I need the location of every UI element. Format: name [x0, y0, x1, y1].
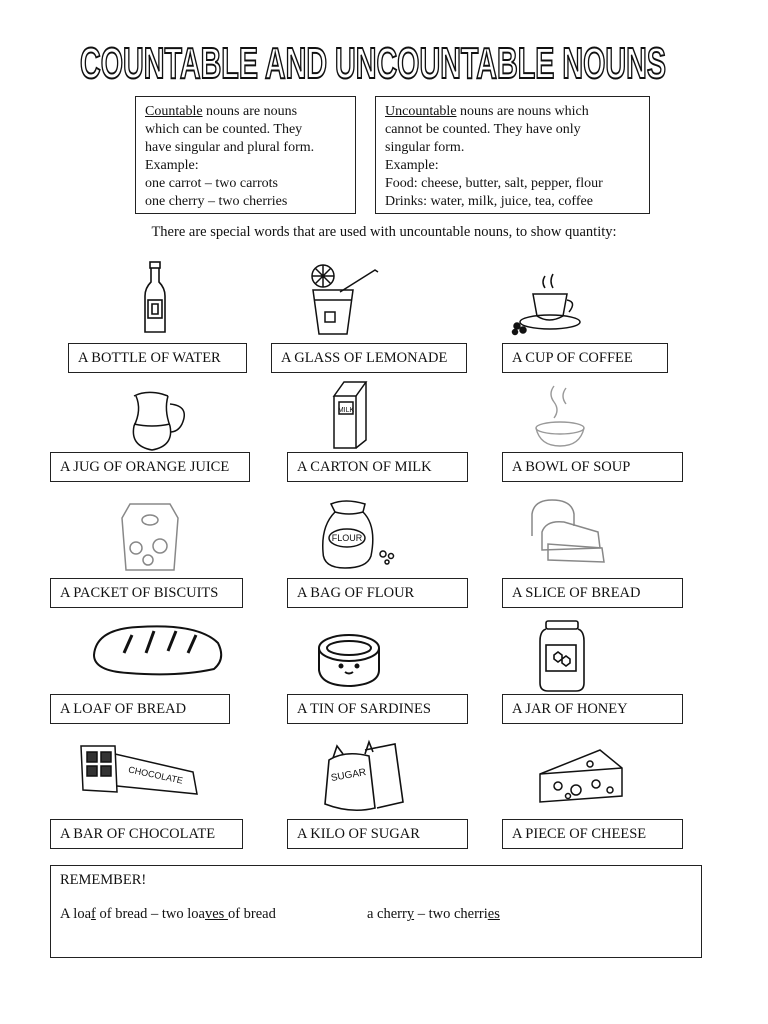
label-carton-of-milk: A CARTON OF MILK — [287, 452, 468, 482]
label-glass-of-lemonade: A GLASS OF LEMONADE — [271, 343, 467, 373]
chocolate-icon — [75, 740, 205, 800]
jug-icon — [112, 380, 212, 456]
carton-icon-text: MILK — [337, 407, 355, 414]
uncountable-line3: singular form. — [385, 140, 465, 155]
label-jug-of-orange-juice: A JUG OF ORANGE JUICE — [50, 452, 250, 482]
remember-title: REMEMBER! — [60, 872, 147, 888]
label-bar-of-chocolate: A BAR OF CHOCOLATE — [50, 819, 243, 849]
uncountable-line2: cannot be counted. They have only — [385, 122, 581, 137]
jar-icon — [522, 617, 622, 693]
countable-line2: which can be counted. They — [145, 122, 303, 137]
uncountable-line5: Food: cheese, butter, salt, pepper, flour — [385, 176, 603, 191]
remember-example-loaf: A loaf of bread – two loaves of bread — [60, 906, 276, 922]
countable-definition-box — [135, 96, 356, 214]
page-title-text: COUNTABLE AND UNCOUNTABLE NOUNS — [80, 39, 666, 88]
page-title — [0, 34, 768, 90]
label-loaf-of-bread: A LOAF OF BREAD — [50, 694, 230, 724]
uncountable-term: Uncountable — [385, 104, 457, 119]
label-bag-of-flour: A BAG OF FLOUR — [287, 578, 468, 608]
uncountable-line1: nouns are nouns which — [456, 104, 589, 119]
label-kilo-of-sugar: A KILO OF SUGAR — [287, 819, 468, 849]
label-tin-of-sardines: A TIN OF SARDINES — [287, 694, 468, 724]
uncountable-line4: Example: — [385, 158, 439, 173]
uncountable-line6: Drinks: water, milk, juice, tea, coffee — [385, 194, 593, 209]
carton-icon — [310, 378, 410, 454]
countable-line3: have singular and plural form. — [145, 140, 315, 155]
tin-icon — [305, 622, 405, 698]
chocolate-icon-text: CHOCOLATE — [127, 764, 184, 786]
loaf-icon — [88, 615, 228, 685]
bowl-icon — [510, 380, 610, 456]
countable-line4: Example: — [145, 158, 199, 173]
label-bowl-of-soup: A BOWL OF SOUP — [502, 452, 683, 482]
label-packet-of-biscuits: A PACKET OF BISCUITS — [50, 578, 243, 608]
countable-line6: one cherry – two cherries — [145, 194, 288, 209]
label-piece-of-cheese: A PIECE OF CHEESE — [502, 819, 683, 849]
countable-line5: one carrot – two carrots — [145, 176, 278, 191]
label-slice-of-bread: A SLICE OF BREAD — [502, 578, 683, 608]
remember-box — [50, 865, 702, 958]
uncountable-definition-box — [375, 96, 650, 214]
remember-example-cherry: a cherry – two cherries — [367, 906, 500, 922]
intro-text: There are special words that are used with uncountable nouns, to show quantity: — [151, 224, 617, 240]
label-cup-of-coffee: A CUP OF COFFEE — [502, 343, 668, 373]
sugar-icon — [315, 738, 415, 814]
label-jar-of-honey: A JAR OF HONEY — [502, 694, 683, 724]
bread-slice-icon — [518, 496, 618, 572]
countable-term: Countable — [145, 104, 203, 119]
bottle-icon — [105, 260, 205, 336]
packet-icon — [100, 498, 200, 574]
glass-icon — [295, 262, 395, 338]
label-bottle-of-water: A BOTTLE OF WATER — [68, 343, 247, 373]
cup-icon — [505, 272, 605, 348]
flour-bag-icon-text: FLOUR — [331, 533, 363, 543]
flour-bag-icon — [305, 496, 405, 572]
cheese-icon — [530, 740, 630, 816]
countable-line1: nouns are nouns — [202, 104, 298, 119]
sugar-icon-text: SUGAR — [330, 767, 368, 785]
